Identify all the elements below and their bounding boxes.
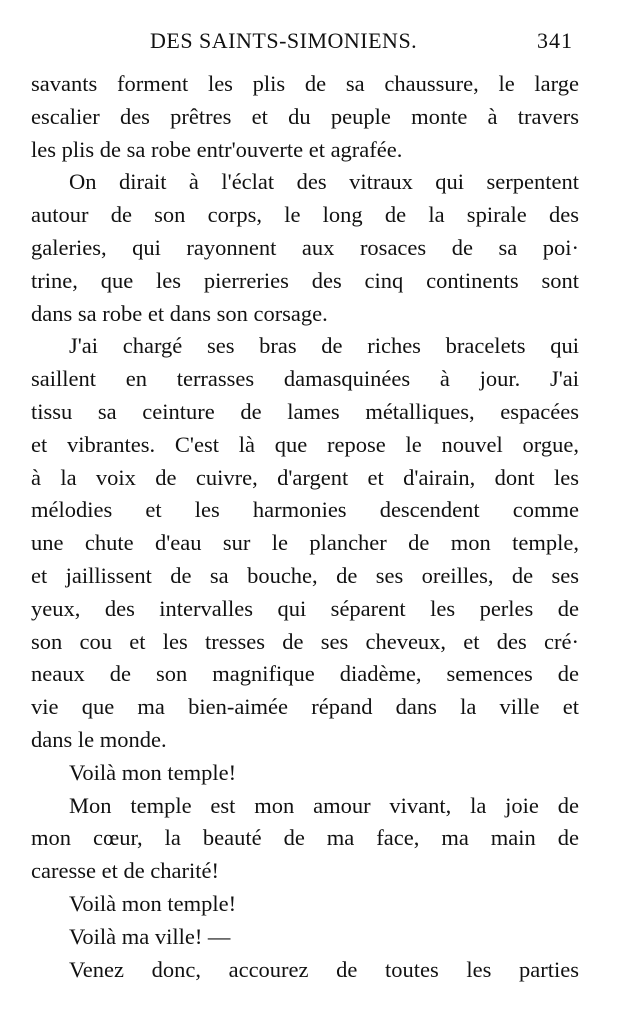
- text-line: autour de son corps, le long de la spirale des: [31, 202, 579, 228]
- text-line: mon cœur, la beauté de ma face, ma main de: [31, 825, 579, 851]
- text-line: galeries, qui rayonnent aux rosaces de sa poi·: [31, 234, 579, 260]
- text-line: vie que ma bien-aimée répand dans la ville et: [31, 694, 579, 720]
- text-line: escalier des prêtres et du peuple monte à travers: [31, 103, 579, 129]
- text-line: son cou et les tresses de ses cheveux, et des cré·: [31, 628, 579, 654]
- text-line: les plis de sa robe entr'ouverte et agrafée.: [31, 136, 403, 162]
- text-line: dans sa robe et dans son corsage.: [31, 300, 328, 326]
- paragraph-first-line: Mon temple est mon amour vivant, la joie de: [69, 792, 579, 818]
- paragraph-first-line: Voilà ma ville! —: [69, 923, 231, 949]
- text-line: saillent en terrasses damasquinées à jour. J'ai: [31, 366, 579, 392]
- text-line: tissu sa ceinture de lames métalliques, espacées: [31, 398, 579, 424]
- page-number: 341: [537, 28, 573, 53]
- paragraph-first-line: Venez donc, accourez de toutes les parties: [69, 956, 579, 982]
- paragraph-first-line: On dirait à l'éclat des vitraux qui serpentent: [69, 169, 579, 195]
- text-line: neaux de son magnifique diadème, semences de: [31, 661, 579, 687]
- running-title: DES SAINTS-SIMONIENS.: [150, 28, 418, 53]
- text-line: yeux, des intervalles qui séparent les perles de: [31, 595, 579, 621]
- text-line: trine, que les pierreries des cinq continents sont: [31, 267, 579, 293]
- text-line: et jaillissent de sa bouche, de ses oreilles, de ses: [31, 562, 579, 588]
- text-line: à la voix de cuivre, d'argent et d'airain, dont les: [31, 464, 579, 490]
- paragraph-first-line: Voilà mon temple!: [69, 890, 237, 916]
- text-line: dans le monde.: [31, 726, 167, 752]
- paragraph-first-line: J'ai chargé ses bras de riches bracelets qui: [69, 333, 579, 359]
- text-line: caresse et de charité!: [31, 858, 219, 884]
- page-header: [0, 28, 625, 58]
- text-line: mélodies et les harmonies descendent comme: [31, 497, 579, 523]
- body-text: [31, 68, 579, 986]
- text-line: et vibrantes. C'est là que repose le nouvel orgue,: [31, 431, 579, 457]
- text-line: savants forment les plis de sa chaussure, le large: [31, 71, 579, 96]
- text-line: une chute d'eau sur le plancher de mon temple,: [31, 530, 579, 556]
- paragraph-first-line: Voilà mon temple!: [69, 759, 237, 785]
